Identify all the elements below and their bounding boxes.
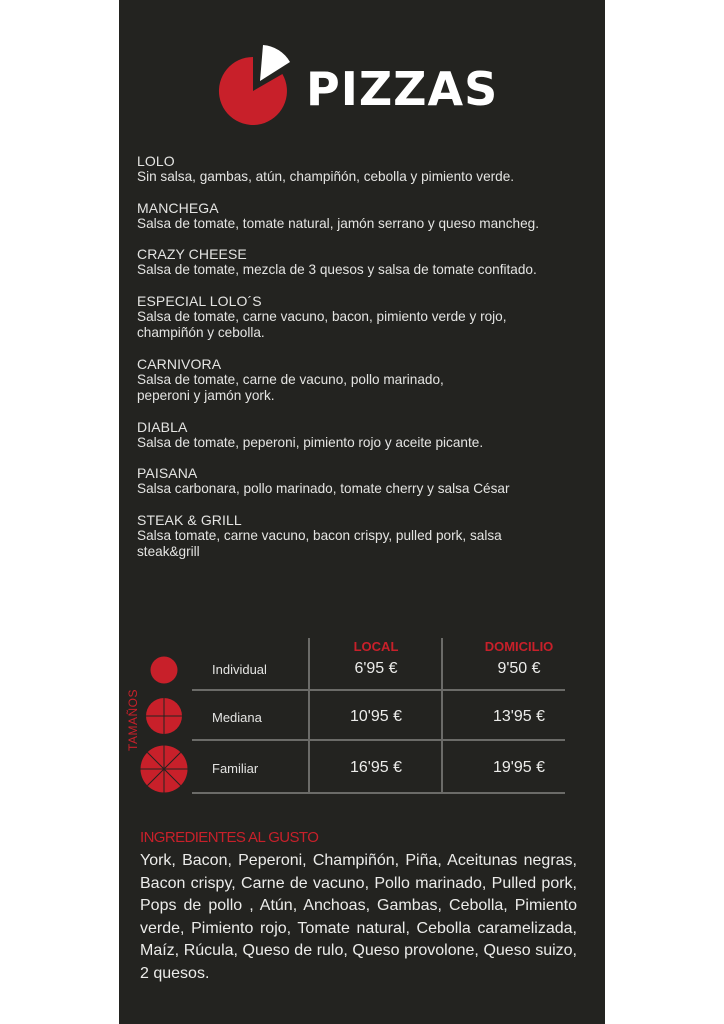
price-local: 16'95 € xyxy=(350,759,402,776)
menu-item-description: Salsa de tomate, tomate natural, jamón serrano y queso mancheg. xyxy=(137,215,539,231)
menu-item-description: Salsa de tomate, carne vacuno, bacon, pimiento verde y rojo, champiñón y cebolla. xyxy=(137,308,507,340)
menu-item-name: DIABLA xyxy=(137,418,188,435)
menu-item xyxy=(137,465,587,498)
price-domicilio: 9'50 € xyxy=(497,660,541,677)
ingredients-title: INGREDIENTES AL GUSTO xyxy=(140,829,319,846)
ingredients-list: York, Bacon, Peperoni, Champiñón, Piña, Aceitunas negras, Bacon crispy, Carne de vacuno, Pollo marinado, Pulled pork, Pops de pollo , Atún, Anchoas, Gambas, Cebolla, Pimiento verde, Pimiento rojo, Tomate natural, Cebolla caramelizada, Maíz, Rúcula, Queso de rulo, Queso provolone, Queso suizo, 2 quesos. xyxy=(140,852,577,982)
large-pizza-icon xyxy=(140,745,188,793)
column-header-local: LOCAL xyxy=(353,639,399,654)
menu-item xyxy=(137,200,587,233)
sizes-label: TAMAÑOS xyxy=(126,689,140,751)
menu-item-name: LOLO xyxy=(137,153,175,169)
menu-item xyxy=(137,512,587,561)
menu-item-description: Salsa de tomate, carne de vacuno, pollo marinado, peperoni y jamón york. xyxy=(137,371,444,403)
column-header-domicilio: DOMICILIO xyxy=(484,639,554,654)
menu-item-name: MANCHEGA xyxy=(137,199,219,216)
table-divider xyxy=(308,638,310,794)
price-local: 6'95 € xyxy=(354,660,398,677)
menu-item xyxy=(137,293,587,342)
menu-item-description: Salsa de tomate, peperoni, pimiento rojo y aceite picante. xyxy=(137,434,484,450)
menu-item xyxy=(137,419,587,452)
page-title: PIZZAS xyxy=(306,62,499,116)
menu-item xyxy=(137,356,587,405)
medium-pizza-icon xyxy=(145,697,183,735)
menu-item-description: Salsa de tomate, mezcla de 3 quesos y salsa de tomate confitado. xyxy=(137,262,537,277)
menu-item-name: CRAZY CHEESE xyxy=(137,246,247,262)
menu-item-description: Sin salsa, gambas, atún, champiñón, cebolla y pimiento verde. xyxy=(137,169,515,184)
menu-item-name: CARNIVORA xyxy=(137,355,222,372)
price-domicilio: 19'95 € xyxy=(493,759,545,776)
table-divider xyxy=(192,792,565,794)
menu-item-name: ESPECIAL LOLO´S xyxy=(137,292,262,309)
header-logo xyxy=(214,40,514,130)
pizza-slice-icon xyxy=(214,40,294,130)
table-divider xyxy=(192,689,565,691)
pizza-menu-list xyxy=(137,153,587,575)
table-divider xyxy=(441,638,443,794)
price-domicilio: 13'95 € xyxy=(493,708,545,725)
menu-item-description: Salsa tomate, carne vacuno, bacon crispy, pulled pork, salsa steak&grill xyxy=(137,527,502,559)
menu-item-name: STEAK & GRILL xyxy=(137,511,242,528)
size-label: Familiar xyxy=(212,761,259,776)
size-label: Individual xyxy=(212,662,267,677)
menu-item-name: PAISANA xyxy=(137,465,198,481)
menu-item xyxy=(137,246,587,279)
menu-item-description: Salsa carbonara, pollo marinado, tomate cherry y salsa César xyxy=(137,481,510,496)
table-divider xyxy=(192,739,565,741)
size-label: Mediana xyxy=(212,710,262,725)
menu-item xyxy=(137,153,587,186)
small-pizza-icon xyxy=(150,656,178,684)
price-local: 10'95 € xyxy=(350,708,402,725)
